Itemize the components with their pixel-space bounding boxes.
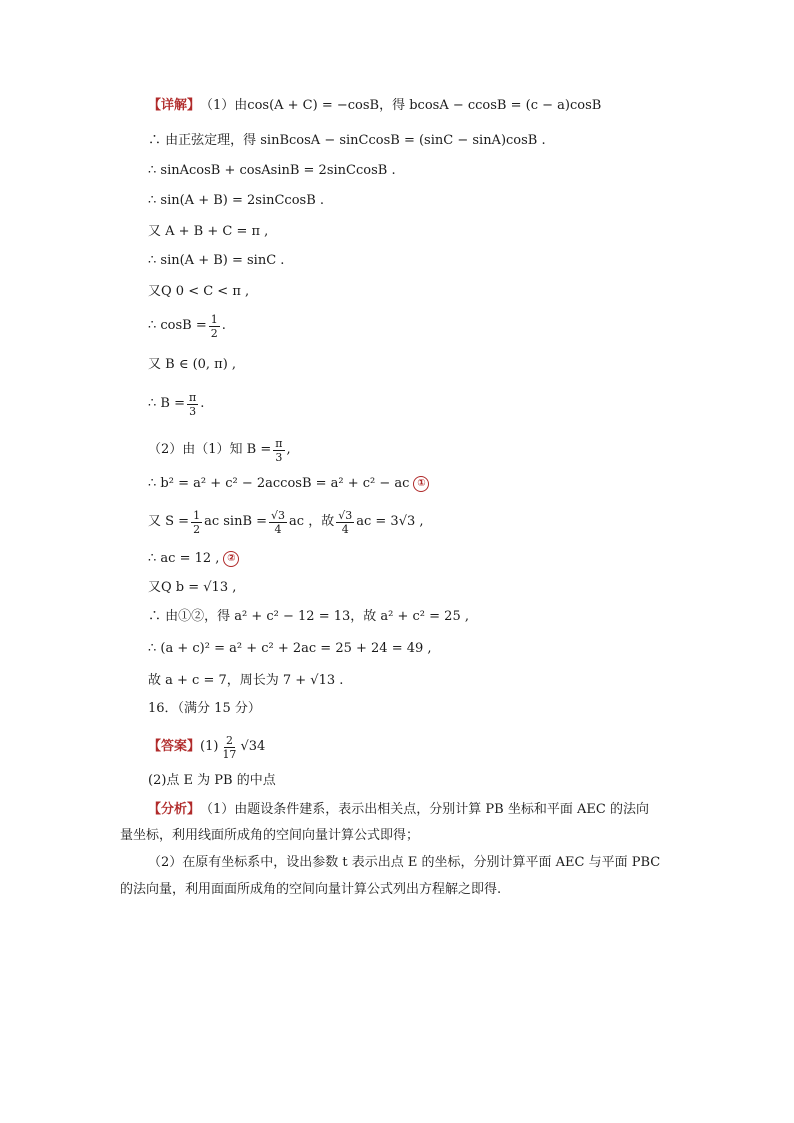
solution-line-6 (148, 253, 284, 269)
step-text: . (200, 396, 205, 411)
fraction-one-half (209, 313, 220, 340)
analysis-text: 量坐标，利用线面所成角的空间向量计算公式即得； (120, 828, 420, 843)
step-text: ac = 3√3 , (356, 514, 424, 529)
answer-part-label: (1) (200, 739, 219, 754)
circled-number-2: ② (223, 551, 239, 567)
answer-line-2 (148, 773, 276, 789)
step-text: 又 B ∈ (0, π) , (148, 357, 237, 372)
solution-line-5 (148, 224, 268, 240)
fraction-pi-over-3-b (273, 437, 284, 464)
detail-tag: 【详解】 (148, 98, 201, 113)
step-text: 又Q b = √13 , (148, 580, 237, 595)
analysis-text: （2）在原有坐标系中，设出参数 t 表示出点 E 的坐标，分别计算平面 AEC 与平面 PBC (148, 855, 661, 870)
analysis-line-3 (148, 855, 660, 871)
fraction-denominator: 3 (189, 404, 197, 418)
step-text: （1）由cos(A + C) = −cosB，得 bcosA − ccosB = (c − a)cosB (200, 98, 602, 113)
answer-root: √34 (240, 739, 266, 754)
fraction-denominator: 4 (274, 522, 282, 536)
step-text: ∴ 由①②，得 a² + c² − 12 = 13，故 a² + c² = 25 , (148, 609, 469, 624)
fraction-pi-over-3 (187, 391, 198, 418)
analysis-line-1 (148, 802, 649, 818)
analysis-line-2 (120, 828, 419, 844)
solution-line-17 (148, 641, 432, 657)
analysis-line-4 (120, 882, 501, 898)
fraction-numerator: π (188, 390, 197, 404)
step-text: ∴ 由正弦定理，得 sinBcosA − sinCcosB = (sinC − sinA)cosB . (148, 133, 546, 148)
step-text: ∴ cosB = (148, 318, 207, 333)
solution-line-15 (148, 580, 236, 596)
analysis-tag: 【分析】 (148, 802, 201, 817)
fraction-denominator: 2 (193, 522, 201, 536)
fraction-root3-over-4-b (336, 509, 354, 536)
fraction-numerator: √3 (338, 508, 353, 522)
answer-line-1 (148, 733, 265, 761)
circled-number-1: ① (413, 476, 429, 492)
question-16-title (148, 701, 261, 717)
question-title: 16．（满分 15 分） (148, 701, 261, 716)
step-text: （2）由（1）知 B = (148, 442, 272, 457)
step-text: 故 a + c = 7，周长为 7 + √13 . (148, 673, 344, 688)
step-text: , (286, 442, 291, 457)
solution-line-18 (148, 673, 343, 689)
step-text: . (221, 318, 226, 333)
analysis-text: 的法向量，利用面面所成角的空间向量计算公式列出方程解之即得. (120, 882, 502, 897)
step-text: ∴ b² = a² + c² − 2accosB = a² + c² − ac (148, 476, 410, 491)
step-text: 又 A + B + C = π , (148, 224, 269, 239)
solution-line-8 (148, 311, 226, 341)
fraction-denominator: 17 (222, 747, 237, 761)
fraction-numerator: 2 (225, 733, 233, 747)
step-text: ∴ (a + c)² = a² + c² + 2ac = 25 + 24 = 49 , (148, 641, 432, 656)
step-text: ∴ sin(A + B) = 2sinCcosB . (148, 193, 325, 208)
step-text: ∴ ac = 12 , (148, 551, 220, 566)
solution-line-14 (148, 551, 239, 567)
solution-line-4 (148, 193, 324, 209)
solution-line-1 (148, 98, 601, 114)
solution-line-2 (148, 133, 546, 149)
solution-line-3 (148, 163, 396, 179)
step-text: ∴ sinAcosB + cosAsinB = 2sinCcosB . (148, 163, 396, 178)
solution-line-9 (148, 357, 236, 373)
fraction-numerator: 1 (210, 312, 218, 326)
solution-line-11 (148, 435, 291, 465)
fraction-numerator: π (275, 436, 283, 450)
answer-text: (2)点 E 为 PB 的中点 (148, 773, 276, 788)
step-text: ac ，故 (289, 514, 335, 529)
step-text: 又 S = (148, 514, 190, 529)
solution-line-13 (148, 505, 424, 539)
fraction-denominator: 3 (275, 450, 283, 464)
fraction-one-half-b (191, 509, 202, 536)
fraction-numerator: √3 (271, 508, 286, 522)
answer-tag: 【答案】 (148, 739, 201, 754)
solution-line-12 (148, 476, 429, 492)
solution-line-10 (148, 389, 204, 419)
fraction-denominator: 2 (210, 326, 218, 340)
fraction-numerator: 1 (193, 508, 201, 522)
step-text: ac sinB = (204, 514, 268, 529)
step-text: ∴ B = (148, 396, 185, 411)
solution-line-7 (148, 284, 249, 300)
fraction-denominator: 4 (341, 522, 349, 536)
fraction-2-over-17 (220, 734, 238, 761)
fraction-root3-over-4 (269, 509, 287, 536)
analysis-text: （1）由题设条件建系，表示出相关点，分别计算 PB 坐标和平面 AEC 的法向 (200, 802, 649, 817)
solution-line-16 (148, 609, 469, 625)
step-text: ∴ sin(A + B) = sinC . (148, 253, 285, 268)
step-text: 又Q 0 < C < π , (148, 284, 250, 299)
